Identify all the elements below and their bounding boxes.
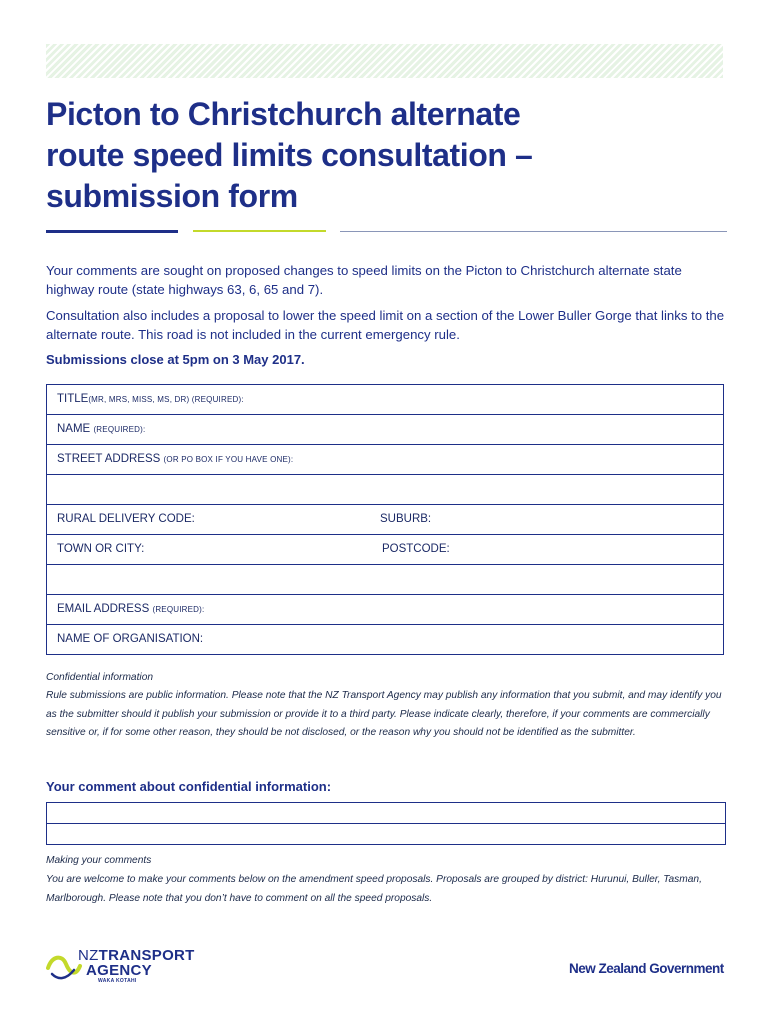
comment-line[interactable] (47, 803, 725, 824)
intro-paragraph: Your comments are sought on proposed changes to speed limits on the Picton to Christchurch alternate state highway route (state highways 63, 6, 65 and 7). (46, 263, 682, 297)
postcode-label[interactable]: POSTCODE: (382, 543, 450, 555)
comment-heading: Your comment about confidential information: (46, 779, 332, 794)
deadline-text: Submissions close at 5pm on 3 May 2017. (46, 352, 305, 367)
title-rule-green (193, 230, 326, 232)
email-field-note: (REQUIRED): (152, 605, 205, 614)
name-field-label: NAME (57, 423, 91, 435)
email-field[interactable] (47, 595, 723, 625)
logo-transport: TRANSPORT (98, 947, 195, 964)
town-postcode-row (47, 535, 723, 565)
header-banner (46, 44, 723, 78)
logo-waka-kotahi: WAKA KOTAHI (98, 978, 137, 984)
page-title (46, 94, 646, 217)
consultation-paragraph: Consultation also includes a proposal to lower the speed limit on a section of the Lower Buller Gorge that links to the alternate route. This road is not included in the current emergency rule. (46, 308, 725, 342)
making-comments-body: You are welcome to make your comments below on the amendment speed proposals. Proposals are grouped by district: Hurunui, Buller, Tasman, Marlborough. Please note that you don’t have to comment on all the speed proposals. (46, 874, 702, 904)
title-rule-blue (46, 230, 178, 233)
confidential-comment-box (46, 802, 726, 845)
making-comments-heading: Making your comments (46, 855, 152, 866)
email-field-label: EMAIL ADDRESS (57, 603, 150, 615)
title-field[interactable] (47, 385, 723, 415)
street-address-line-2[interactable] (47, 475, 723, 505)
town-city-label[interactable]: TOWN OR CITY: (57, 543, 145, 555)
organisation-field[interactable] (47, 625, 723, 654)
rural-delivery-label[interactable]: RURAL DELIVERY CODE: (57, 513, 195, 525)
confidential-heading: Confidential information (46, 672, 154, 683)
title-line: Picton to Christchurch alternate (46, 96, 521, 132)
name-field[interactable] (47, 415, 723, 445)
title-field-note: (MR, MRS, MISS, MS, DR) (REQUIRED): (88, 395, 244, 404)
organisation-label: NAME OF ORGANISATION: (57, 633, 204, 645)
title-line: submission form (46, 178, 298, 214)
title-field-label: TITLE (57, 393, 89, 405)
blank-address-row[interactable] (47, 565, 723, 595)
street-field-note: (OR PO BOX IF YOU HAVE ONE): (163, 455, 294, 464)
rural-suburb-row (47, 505, 723, 535)
confidential-body: Rule submissions are public information. Please note that the NZ Transport Agency may publish any information that you submit, and may identify you as the submitter should it publish your submission or provide it to a third party. Please indicate clearly, therefore, if your comments are commercially sensitive or, if for some other reason, they should be not disclosed, or the reason why you should not be identified as the submitter. (46, 690, 722, 739)
comment-line[interactable] (47, 824, 725, 844)
nz-government-logo: New Zealand Government (569, 961, 724, 976)
logo-agency: AGENCY (86, 962, 152, 979)
street-address-field[interactable] (47, 445, 723, 475)
nzta-wordmark (78, 948, 195, 985)
logo-nz: NZ (78, 947, 99, 964)
street-field-label: STREET ADDRESS (57, 453, 161, 465)
title-line: route speed limits consultation – (46, 137, 533, 173)
suburb-label[interactable]: SUBURB: (380, 513, 432, 525)
name-field-note: (REQUIRED): (93, 425, 146, 434)
title-rule-grey (340, 231, 727, 232)
submitter-details-form (46, 384, 724, 655)
